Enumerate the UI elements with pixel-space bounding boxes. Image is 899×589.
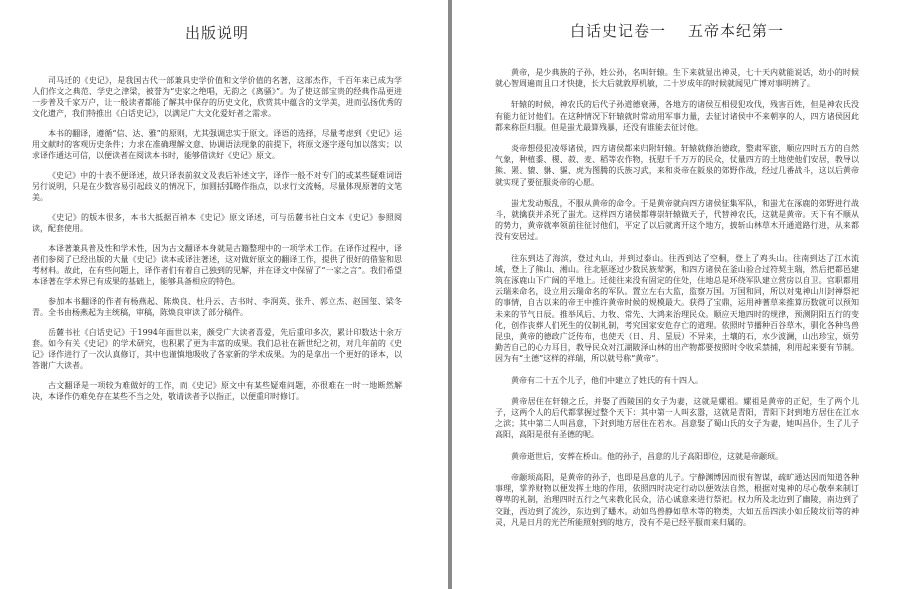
paragraph: 黄帝逝世后，安葬在桥山。他的孙子，昌意的儿子高阳即位，这就是帝颛顼。 — [511, 451, 783, 461]
paragraph: 蚩尤发动叛乱，不服从黄帝的命令。于是黄帝就向四方诸侯征集军队，和蚩尤在涿鹿的郊野进行战斗，就擒获并杀死了蚩尤。这样四方诸侯都尊崇轩辕做天子，代替神农氏，这就是黄帝。天下有不顺从的势力，黄帝就率领前往征讨他们，平定了以后就离开这个地方，披斩山林草木开通道路行进，从来都没有安居过。 — [495, 198, 859, 242]
left-page-title: 出版说明 — [184, 24, 249, 42]
right-page-title — [495, 0, 859, 41]
paragraph: 本书的翻译，遵循“信、达、雅”的原则，尤其强调忠实于原文。译语的选择，尽量考虑到《史记》运用文献时的客观历史条件；力求在准确理解文意、协调语法现象的前提下，将原文逐字逐句加以落实；以求译作通达可信，以便读者在阅读本书时，能够借读好《史记》原文。 — [32, 129, 402, 160]
left-page — [0, 0, 448, 589]
left-page-body — [32, 75, 402, 402]
paragraph: 参加本书翻译的作者有杨燕起、陈焕良、杜丹云、吉书时、李润英、张升、郭立杰、赵国玺、梁冬青。全书由杨燕起为主统稿，审稿，陈焕良审读了部分稿件。 — [32, 297, 402, 317]
paragraph: 岳麓书社《白话史记》于1994年面世以来，颇受广大读者喜爱，先后重印多次，累计印数达十余万套。如今有关《史记》的学术研究，也积累了更为丰富的成果。我们总社在新世纪之初，对几年前的《史记》译作进行了一次认真修订，其中也谨慎地吸收了各家新的学术成果。为的是拿出一个更好的译本，以答谢广大读者。 — [32, 328, 402, 370]
paragraph: 黄帝居住在轩辕之丘，并娶了西陵国的女子为妻，这就是嫘祖。嫘祖是黄帝的正妃，生了两个儿子，这两个人的后代都掌握过整个天下：其中第一人叫玄嚣，这就是青阳，青阳下封到地方居住在江水之滨；其中第二人叫昌意，下封到地方居住在若水。昌意娶了蜀山氏的女子为妻，她叫昌仆，生了儿子高阳，高阳是很有圣德的呢。 — [495, 396, 859, 440]
paragraph: 《史记》的版本很多，本书大抵据百衲本《史记》原文译述，可与岳麓书社白文本《史记》参照阅读，配套使用。 — [32, 213, 402, 233]
paragraph: 本译著兼具普及性和学术性，因为古文翻译本身就是古籍整理中的一项学术工作。在译作过程中，译者们参阅了已经出版的大量《史记》读本或译注著述，这对做好原文的翻译工作，提供了很好的借鉴和思考材料。故此，在有些问题上，译作者们有着自己独到的见解，并在译文中保留了“一家之言”。我们希望本译著在学术界已有成果的基础上，能够具备相应的特色。 — [32, 244, 402, 286]
chapter-title: 五帝本纪第一 — [688, 22, 785, 40]
paragraph: 轩辕的时候，神农氏的后代子孙道德衰薄，各地方的诸侯互相侵犯攻伐，残害百姓，但是神农氏没有能力征讨他们。在这种情况下轩辕就时常动用军事力量，去征讨诸侯中不来朝享的人，四方诸侯因此都来称臣归服。但是蚩尤最算残暴，还没有谁能去征讨他。 — [495, 100, 859, 132]
paragraph: 黄帝有二十五个儿子，他们中建立了姓氏的有十四人。 — [511, 375, 703, 385]
paragraph: 黄帝，是少典族的子孙，姓公孙，名叫轩辕。生下来就显出神灵，七十天内就能说话，幼小的时候就心智周遍而且口才快捷，长大后就敦厚机敏，二十岁成年的时候就闻见广博对事明辨了。 — [495, 68, 859, 89]
paragraph: 炎帝想侵犯凌辱诸侯，四方诸侯都来归附轩辕。轩辕就修治德政，整肃军旅，顺应四时五方的自然气象，种植黍、稷、菽、麦、稻等农作物，抚慰千千万万的民众，仗量四方的土地使他们安居，教导以熊、罴、貔、貅、貙、虎为图腾的氏族习武，来和炎帝在阪泉的郊野作战，经过几番战斗，这以后黄帝就实现了要征服炎帝的心愿。 — [495, 144, 859, 187]
paragraph: 《史记》中的十表不便译述，故只译表前叙文及表后补述文字，译作一般不对专门的或某些疑难词语另行说明，只是在少数容易引起歧义的情况下，加圆括弧略作指点，以求行文流畅，尽量体现原著的文笔美。 — [32, 171, 402, 202]
paragraph: 帝颛顼高阳，是黄帝的孙子，也即是昌意的儿子。宁静渊博因而很有智谋，疏旷通达因而知道各种事理，掌养财物以便发挥土地的作用，依照四时决定行动以便效法自然，根据对鬼神的尽心敬奉来制订尊卑的礼制，治理四时五行之气来教化民众，洁心诚意来进行祭祀。权力所及北边到了幽陵，南边到了交趾，西边到了流沙，东边到了蟠木。动如鸟兽静如草木等的物类，大如五岳四渎小如丘陵坟衍等的神灵，凡是日月的光芒所能照射到的地方，没有不是已经平服而来归属的。 — [495, 472, 859, 527]
paragraph: 司马迁的《史记》，是我国古代一部兼具史学价值和文学价值的名著，这部杰作，千百年来已成为学人们作文之典范、学史之津梁，被誉为“史家之绝唱，无韵之《离骚》”。为了使这部宝贵的经典作品更进一步普及千家万户，让一般读者都能了解其中保存的历史文化，欣赏其中蕴含的文学美，进而弘扬优秀的文化遗产，我们特推出《白话史记》，以满足广大文化爱好者之需求。 — [32, 76, 402, 118]
right-page — [452, 0, 899, 589]
right-page-body — [495, 67, 859, 528]
volume-title: 白话史记卷一 — [569, 22, 666, 40]
paragraph: 古文翻译是一项较为难做好的工作，而《史记》原文中有某些疑难问题，亦很难在一时一地断然解决，本译作仍难免存在某些不当之处，敬请读者予以指正，以便重印时修订。 — [32, 381, 402, 401]
paragraph: 往东到达了海滨，登过丸山，并到过泰山。往西到达了空桐，登上了鸡头山。往南到达了江水流域，登上了熊山、湘山。往北驱逐过少数民族荤粥，和四方诸侯在釜山验合过符契主瑞，然后把都邑建筑在涿鹿山下广阔的平地上。迁徙往来没有固定的住处，住地总是环绕军队建立营房以自卫。官职都用云瑞来命名，设立用云瑞命名的军队。置立左右大监，监察万国。万国和同，所以对鬼神山川封禅祭祀的事情，自古以来的帝王中推许黄帝时候的规模最大。获得了宝鼎，运用神蓍草来推算历数就可以预知未来的节气日辰。推举风后、力牧、常先、大鸿来治理民众。顺应天地四时的规律，预测阴阳五行的变化，创作丧葬人们死生的仪制礼制，考究国家安危存亡的道理。依照时节播种百谷草木，驯化各种鸟兽昆虫，黄帝的德政广泛传布，也使天（日、月、星辰）不异来，土壤的石，水少波澜，山出珍宝，烦劳勤苦自己的心力耳目，教导民众对江湖陂泽山林的出产物都要按照时令收采禁捕，利用起来要有节制。因为有“土德”这样的祥瑞，所以就号称“黄帝”。 — [495, 253, 859, 364]
